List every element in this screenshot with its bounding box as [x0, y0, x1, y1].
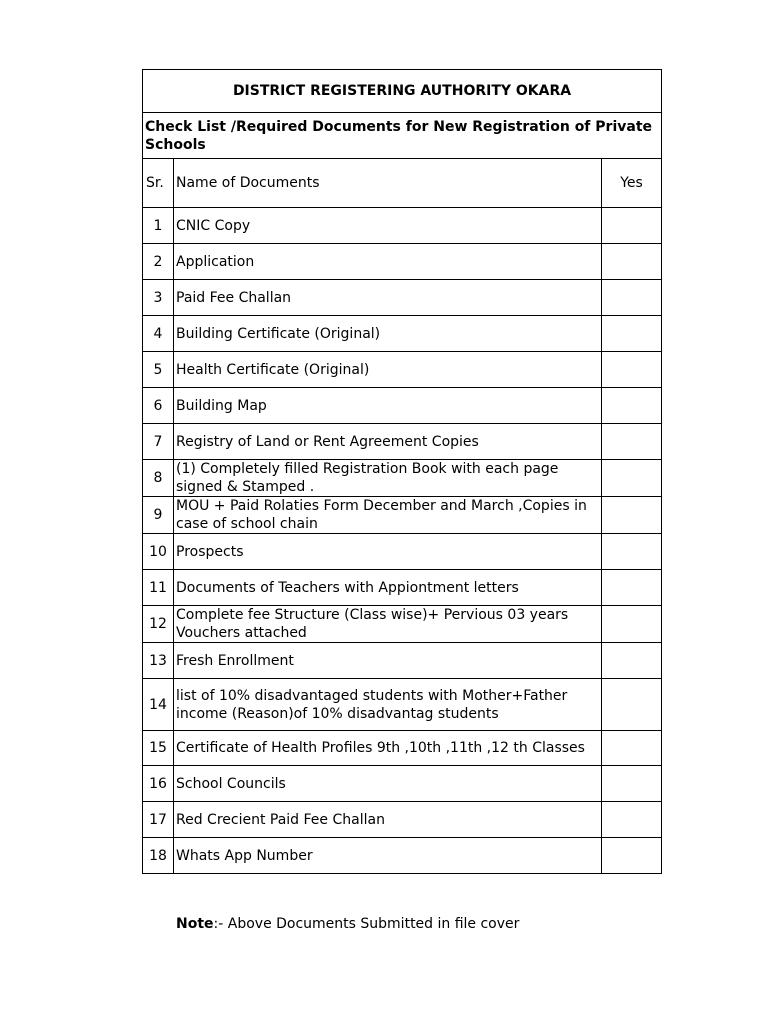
row-sr-number: 7: [143, 424, 174, 460]
column-header-yes: Yes: [602, 159, 662, 208]
row-sr-number: 9: [143, 497, 174, 534]
document-subtitle: Check List /Required Documents for New Registration of Private Schools: [143, 113, 662, 159]
checklist-table: [142, 69, 662, 874]
row-document-name: Certificate of Health Profiles 9th ,10th ,11th ,12 th Classes: [174, 731, 602, 766]
table-row: [143, 606, 662, 643]
row-yes-checkbox-cell: [602, 388, 662, 424]
row-yes-checkbox-cell: [602, 244, 662, 280]
row-sr-number: 12: [143, 606, 174, 643]
table-row: [143, 352, 662, 388]
row-sr-number: 17: [143, 802, 174, 838]
table-row: [143, 534, 662, 570]
row-yes-checkbox-cell: [602, 802, 662, 838]
row-document-name: CNIC Copy: [174, 208, 602, 244]
table-row: [143, 424, 662, 460]
table-row: [143, 570, 662, 606]
row-yes-checkbox-cell: [602, 643, 662, 679]
table-row: [143, 280, 662, 316]
row-sr-number: 10: [143, 534, 174, 570]
row-sr-number: 13: [143, 643, 174, 679]
row-document-name: Building Map: [174, 388, 602, 424]
table-row: [143, 388, 662, 424]
row-sr-number: 2: [143, 244, 174, 280]
table-row: [143, 316, 662, 352]
note-label: Note: [176, 916, 214, 932]
row-sr-number: 16: [143, 766, 174, 802]
table-row: [143, 838, 662, 874]
table-row: [143, 497, 662, 534]
row-sr-number: 18: [143, 838, 174, 874]
row-yes-checkbox-cell: [602, 534, 662, 570]
note-text: :- Above Documents Submitted in file cover: [213, 916, 520, 932]
row-sr-number: 4: [143, 316, 174, 352]
row-document-name: (1) Completely filled Registration Book with each page signed & Stamped .: [174, 460, 602, 497]
footer-note: [176, 916, 519, 932]
row-sr-number: 15: [143, 731, 174, 766]
row-yes-checkbox-cell: [602, 424, 662, 460]
table-row: [143, 731, 662, 766]
row-sr-number: 11: [143, 570, 174, 606]
row-yes-checkbox-cell: [602, 766, 662, 802]
subtitle-row: [143, 113, 662, 159]
table-row: [143, 244, 662, 280]
row-document-name: Application: [174, 244, 602, 280]
row-document-name: Paid Fee Challan: [174, 280, 602, 316]
row-sr-number: 5: [143, 352, 174, 388]
row-sr-number: 3: [143, 280, 174, 316]
row-sr-number: 14: [143, 679, 174, 731]
row-document-name: Building Certificate (Original): [174, 316, 602, 352]
row-document-name: Prospects: [174, 534, 602, 570]
row-document-name: MOU + Paid Rolaties Form December and March ,Copies in case of school chain: [174, 497, 602, 534]
row-yes-checkbox-cell: [602, 280, 662, 316]
table-header-row: [143, 159, 662, 208]
table-row: [143, 766, 662, 802]
row-document-name: Health Certificate (Original): [174, 352, 602, 388]
table-row: [143, 679, 662, 731]
row-document-name: Whats App Number: [174, 838, 602, 874]
row-document-name: Documents of Teachers with Appiontment letters: [174, 570, 602, 606]
row-yes-checkbox-cell: [602, 606, 662, 643]
row-yes-checkbox-cell: [602, 679, 662, 731]
row-sr-number: 1: [143, 208, 174, 244]
row-yes-checkbox-cell: [602, 570, 662, 606]
row-yes-checkbox-cell: [602, 316, 662, 352]
title-row: [143, 70, 662, 113]
table-row: [143, 643, 662, 679]
row-document-name: Red Crecient Paid Fee Challan: [174, 802, 602, 838]
column-header-sr: Sr.: [143, 159, 174, 208]
table-row: [143, 460, 662, 497]
row-sr-number: 6: [143, 388, 174, 424]
column-header-name: Name of Documents: [174, 159, 602, 208]
row-document-name: Fresh Enrollment: [174, 643, 602, 679]
row-document-name: Complete fee Structure (Class wise)+ Pervious 03 years Vouchers attached: [174, 606, 602, 643]
row-sr-number: 8: [143, 460, 174, 497]
row-yes-checkbox-cell: [602, 838, 662, 874]
row-document-name: Registry of Land or Rent Agreement Copies: [174, 424, 602, 460]
row-yes-checkbox-cell: [602, 731, 662, 766]
document-title: DISTRICT REGISTERING AUTHORITY OKARA: [143, 70, 662, 113]
table-row: [143, 208, 662, 244]
row-yes-checkbox-cell: [602, 460, 662, 497]
row-yes-checkbox-cell: [602, 352, 662, 388]
row-yes-checkbox-cell: [602, 208, 662, 244]
row-document-name: list of 10% disadvantaged students with Mother+Father income (Reason)of 10% disadvantag students: [174, 679, 602, 731]
row-document-name: School Councils: [174, 766, 602, 802]
table-row: [143, 802, 662, 838]
row-yes-checkbox-cell: [602, 497, 662, 534]
